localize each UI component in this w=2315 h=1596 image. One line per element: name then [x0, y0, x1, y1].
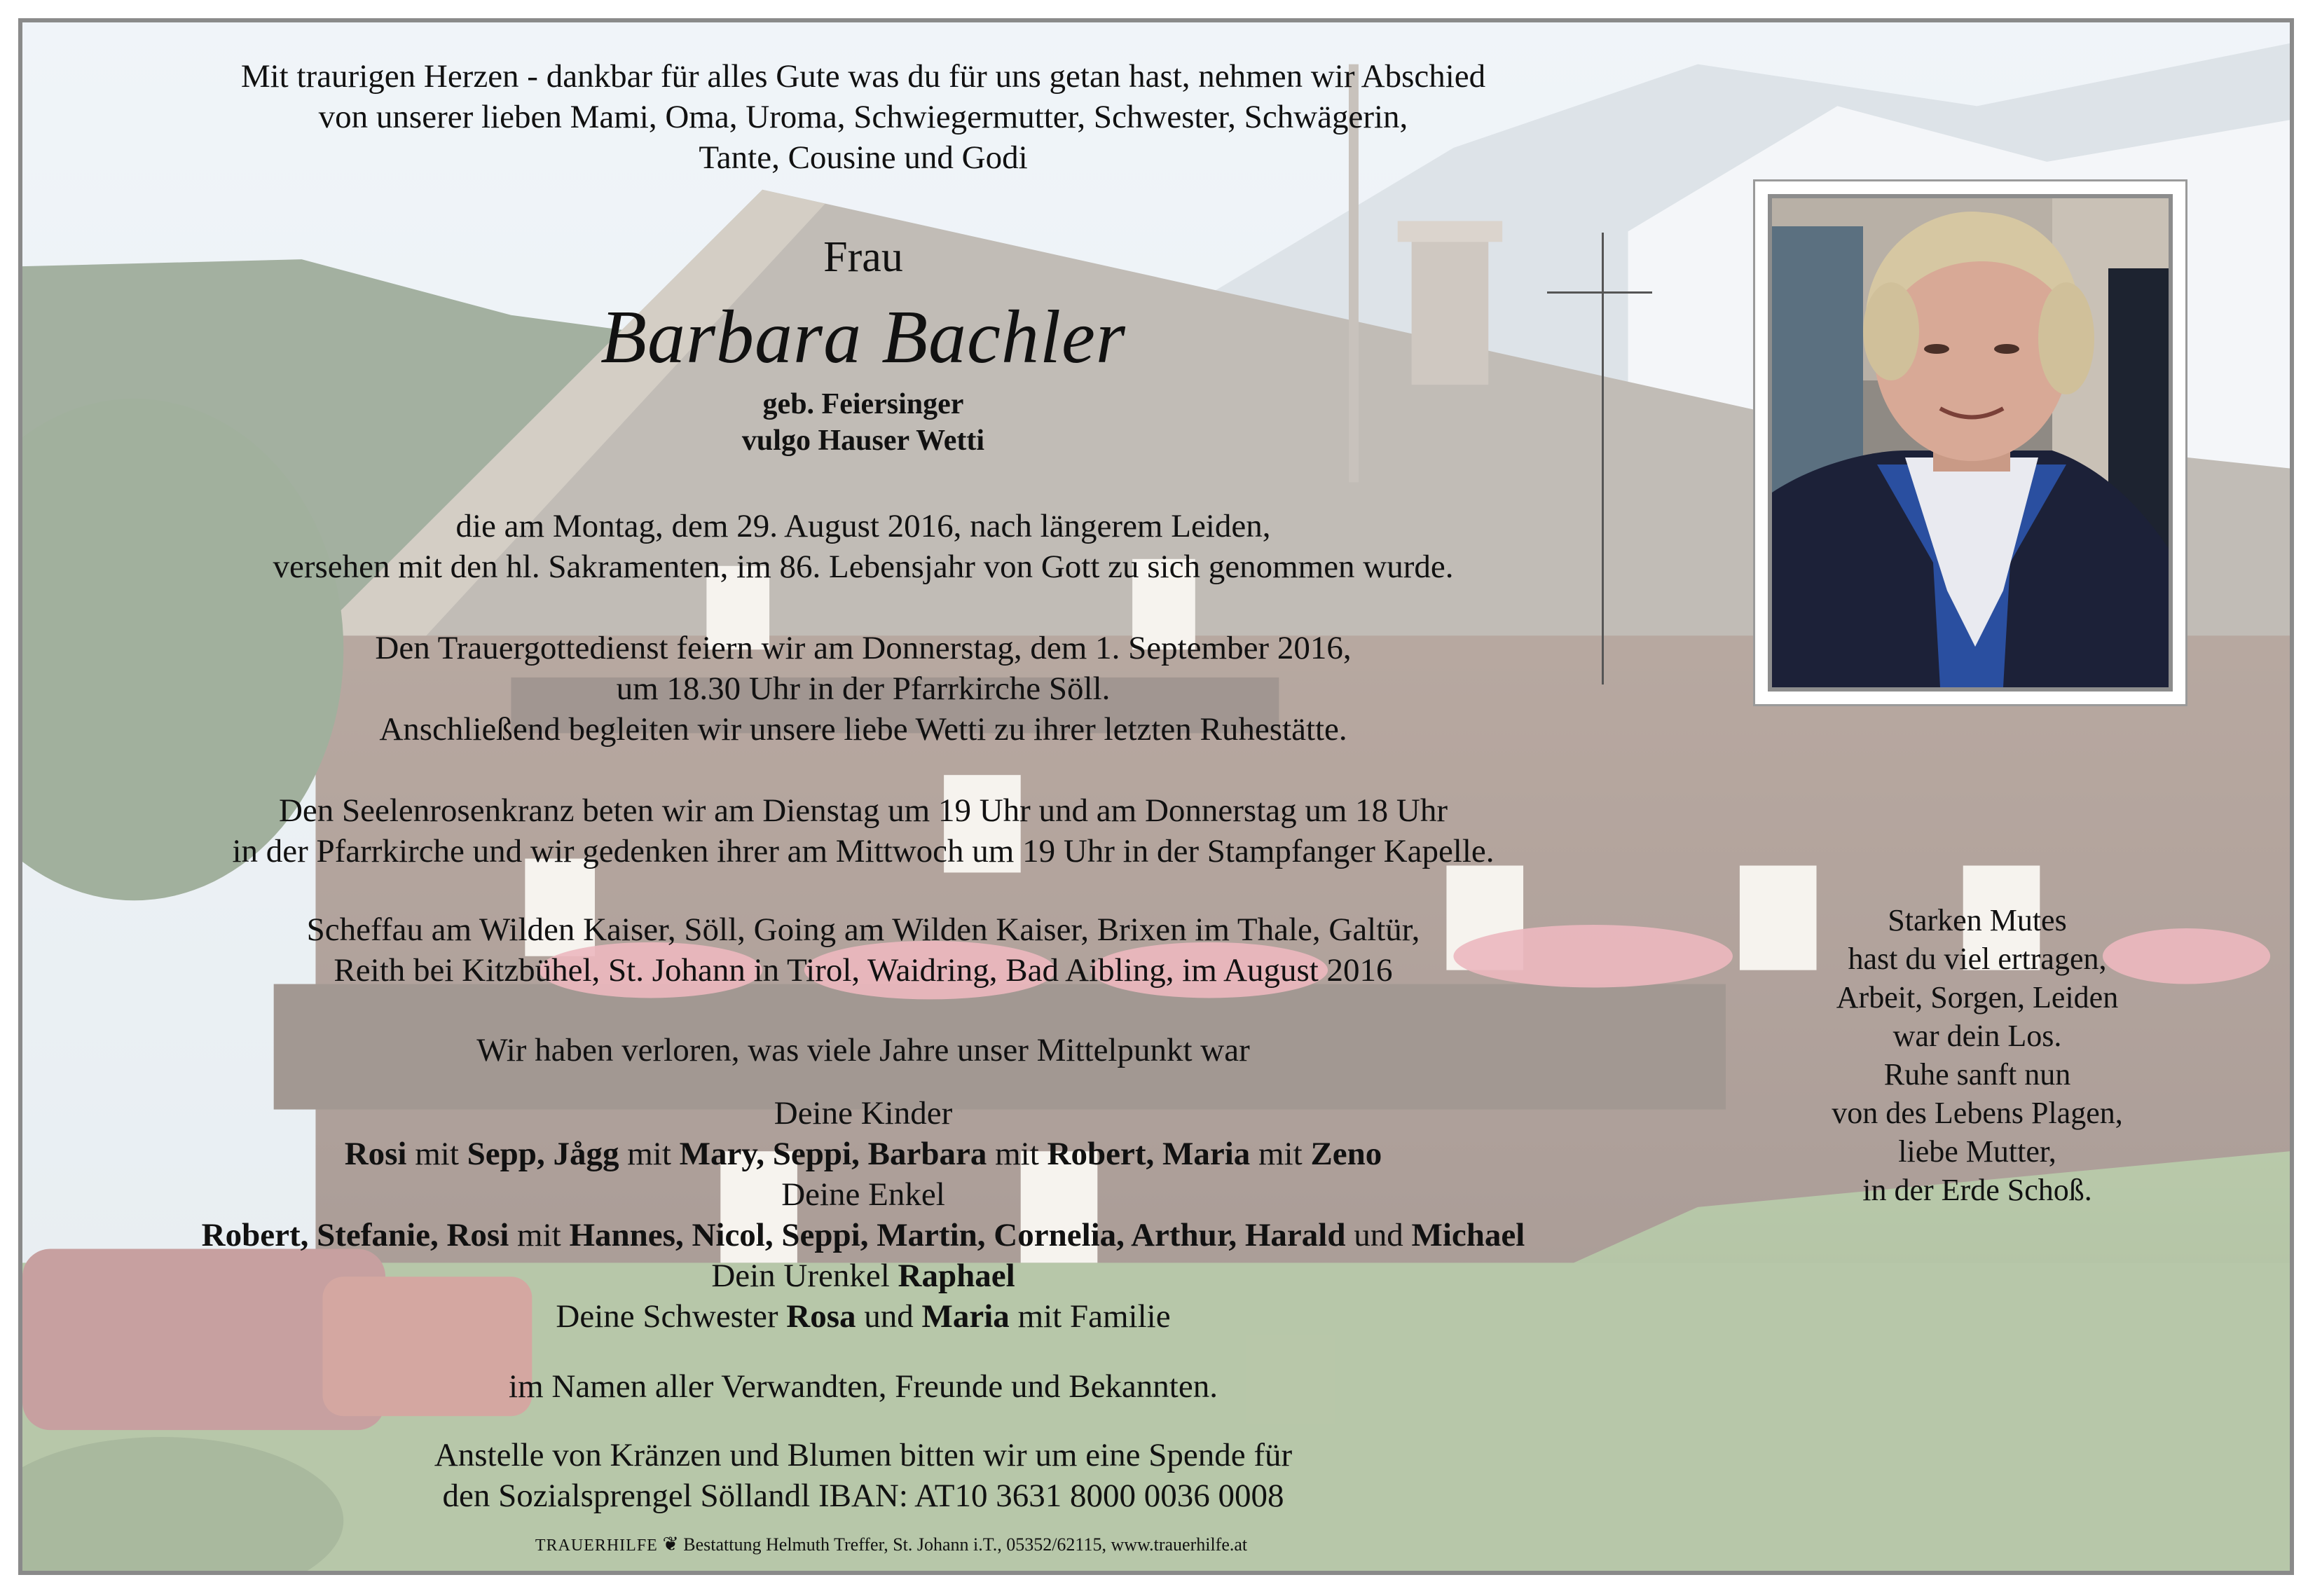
family-name: Mary, Seppi, Barbara	[679, 1136, 987, 1172]
nickname: vulgo Hauser Wetti	[741, 425, 985, 457]
funeral-info: Den Trauergottedienst feiern wir am Donnerstag, dem 1. September 2016, um 18.30 Uhr in der Pfarrkirche Söll. Anschließend begleiten wir unsere liebe Wetti zu ihrer letzten Ruhestätte.	[375, 630, 1352, 748]
death-notice: die am Montag, dem 29. August 2016, nach längerem Leiden, versehen mit den hl. Sakramenten, im 86. Lebensjahr von Gott zu sich genommen wurde.	[273, 508, 1454, 585]
portrait-frame	[1753, 179, 2187, 706]
name-separator: mit	[1250, 1136, 1311, 1172]
name-separator: mit	[509, 1217, 570, 1253]
motto: Wir haben verloren, was viele Jahre unser Mittelpunkt war	[476, 1032, 1250, 1068]
portrait-woman-icon	[1772, 198, 2169, 687]
rosary-info: Den Seelenrosenkranz beten wir am Dienstag um 19 Uhr und am Donnerstag um 18 Uhr in der Pfarrkirche und wir gedenken ihrer am Mittwoch um 19 Uhr in der Stampfanger Kapelle.	[232, 792, 1495, 869]
deceased-name: Barbara Bachler	[600, 296, 1126, 379]
undertaker-footer	[22, 1534, 1760, 1557]
dove-icon: ❦	[662, 1534, 679, 1555]
memorial-poem: Starken Mutes hast du viel ertragen, Arbeit, Sorgen, Leiden war dein Los. Ruhe sanft nun von des Lebens Plagen, liebe Mutter, in der Erde Schoß.	[1832, 903, 2123, 1207]
cross-icon-bar	[1547, 291, 1652, 294]
intro-text: Mit traurigen Herzen - dankbar für alles Gute was du für uns getan hast, nehmen wir Abschied von unserer lieben Mami, Oma, Uroma, Schwiegermutter, Schwester, Schwägerin, Tante, Cousine und Godi	[240, 58, 1486, 176]
footer-text: Bestattung Helmuth Treffer, St. Johann i.T., 05352/62115, www.trauerhilfe.at	[683, 1534, 1248, 1555]
family-name: Sepp, Jågg	[467, 1136, 619, 1172]
name-separator: mit	[619, 1136, 680, 1172]
children-label: Deine Kinder	[774, 1095, 953, 1131]
trauerhilfe-logo: TRAUERHILFE	[535, 1536, 658, 1555]
family-name: Michael	[1411, 1217, 1525, 1253]
relatives-line: im Namen aller Verwandten, Freunde und Bekannten.	[509, 1368, 1218, 1405]
sisters-line: Deine Schwester Rosa und Maria mit Familie	[556, 1298, 1171, 1335]
donation-request: Anstelle von Kränzen und Blumen bitten wir um eine Spende für den Sozialsprengel Söllandl IBAN: AT10 3631 8000 0036 0008	[434, 1437, 1293, 1514]
name-separator: mit	[406, 1136, 467, 1172]
great-grandchild-line: Dein Urenkel Raphael	[711, 1258, 1015, 1294]
family-name: Hannes, Nicol, Seppi, Martin, Cornelia, Arthur, Harald	[569, 1217, 1346, 1253]
children-names	[22, 1134, 1704, 1174]
portrait-photo	[1768, 194, 2173, 692]
name-separator: und	[1345, 1217, 1412, 1253]
cross-icon	[1602, 233, 1604, 685]
places-and-date: Scheffau am Wilden Kaiser, Söll, Going am Wilden Kaiser, Brixen im Thale, Galtür, Reith bei Kitzbühel, St. Johann in Tirol, Waidring, Bad Aibling, im August 2016	[306, 911, 1420, 989]
name-prefix: Frau	[823, 233, 903, 281]
family-name: Robert, Stefanie, Rosi	[201, 1217, 509, 1253]
grandchildren-label: Deine Enkel	[781, 1176, 945, 1213]
name-separator: mit	[987, 1136, 1047, 1172]
family-list	[22, 1093, 1704, 1337]
family-name: Zeno	[1310, 1136, 1382, 1172]
family-name: Rosi	[344, 1136, 407, 1172]
family-name: Robert, Maria	[1047, 1136, 1251, 1172]
obituary-card	[18, 18, 2294, 1575]
birth-name: geb. Feiersinger	[762, 388, 964, 420]
grandchildren-names	[22, 1215, 1704, 1256]
